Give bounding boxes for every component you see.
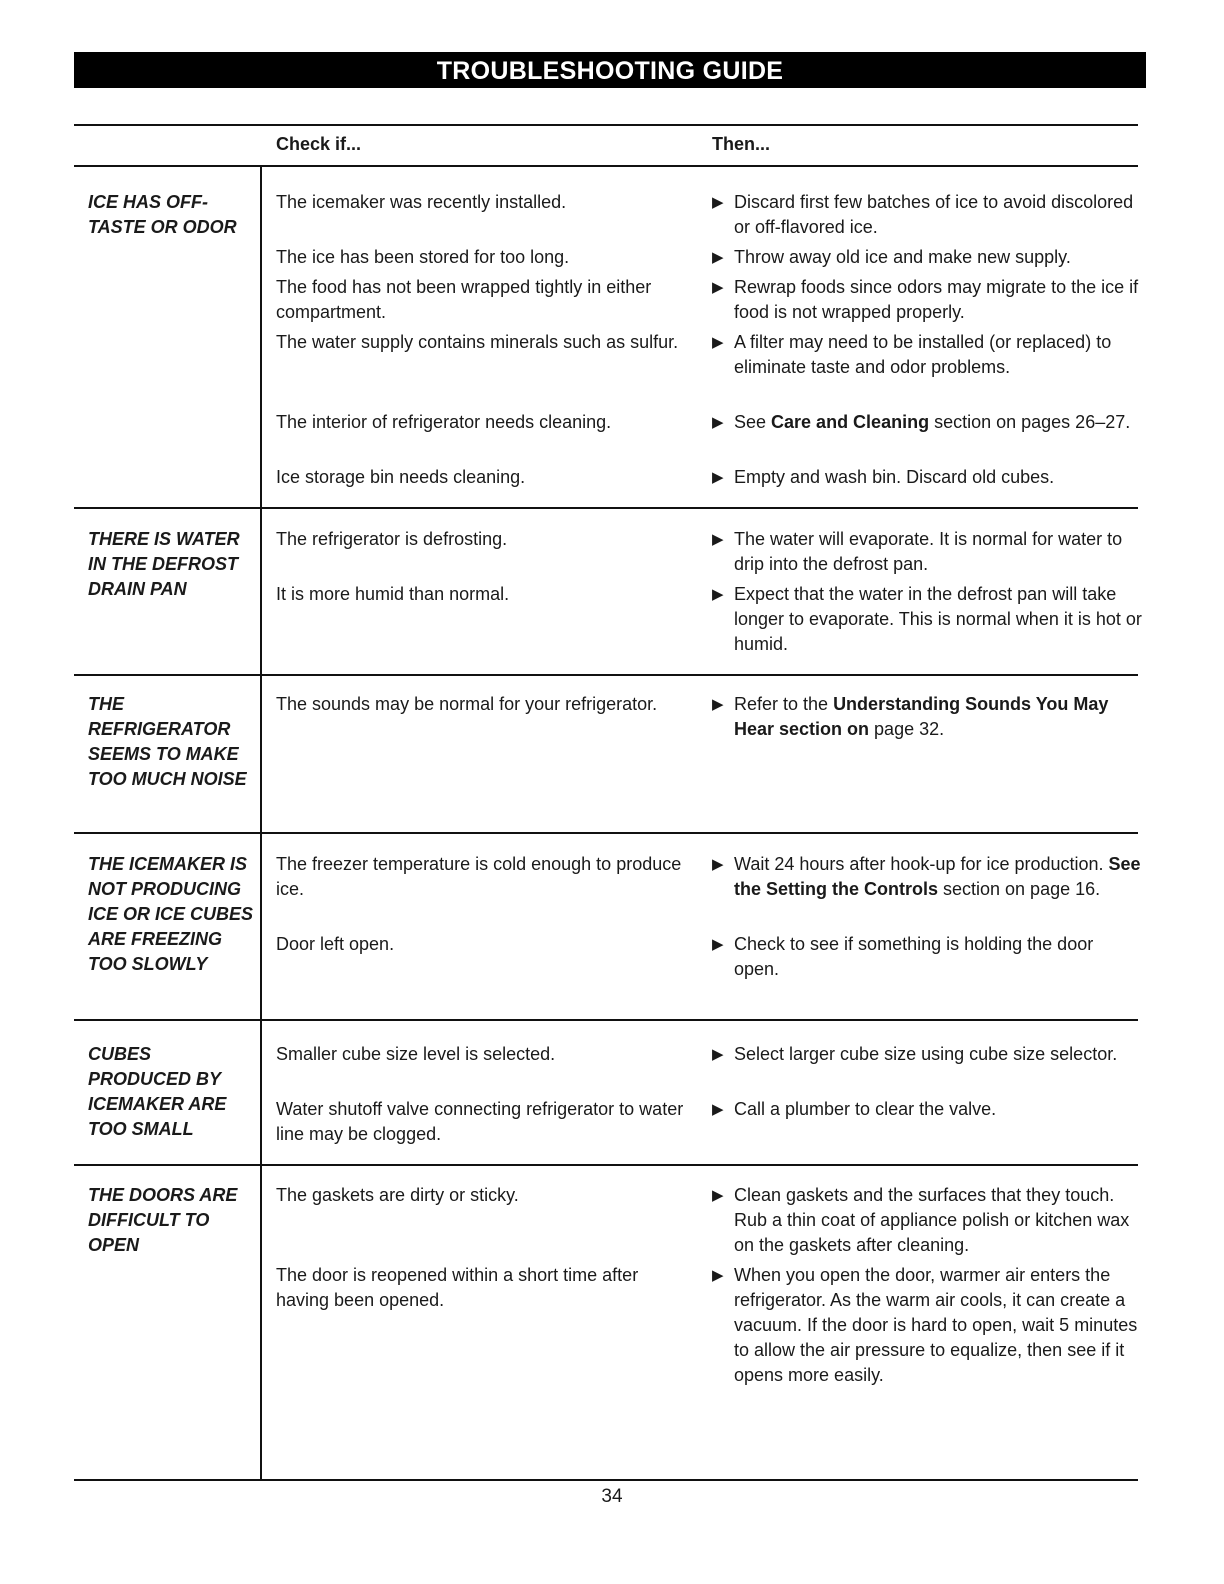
top-rule bbox=[74, 124, 1138, 126]
check-item: The interior of refrigerator needs cleaning. bbox=[276, 412, 612, 432]
check-item: The freezer temperature is cold enough to produce ice. bbox=[276, 854, 682, 899]
page-title: TROUBLESHOOTING GUIDE bbox=[74, 52, 1146, 88]
then-item: ▶ Refer to the Understanding Sounds You May Hear section on page 32. bbox=[712, 694, 1109, 739]
bullet-arrow-icon: ▶ bbox=[712, 1046, 724, 1063]
then-item: ▶ A filter may need to be installed (or replaced) to eliminate taste and odor problems. bbox=[712, 332, 1112, 377]
bullet-arrow-icon: ▶ bbox=[712, 586, 724, 603]
section-title: THE REFRIGERATOR SEEMS TO MAKE TOO MUCH NOISE bbox=[88, 694, 247, 789]
check-item: The ice has been stored for too long. bbox=[276, 247, 570, 267]
then-item: ▶ The water will evaporate. It is normal for water to drip into the defrost pan. bbox=[712, 529, 1123, 574]
bullet-arrow-icon: ▶ bbox=[712, 856, 724, 873]
column-divider bbox=[260, 167, 262, 1481]
section-title: ICE HAS OFF-TASTE OR ODOR bbox=[88, 192, 237, 237]
then-item: ▶ Select larger cube size using cube size selector. bbox=[712, 1042, 1142, 1067]
then-item: ▶ When you open the door, warmer air enters the refrigerator. As the warm air cools, it can create a vacuum. If the door is hard to open, wait 5 minutes to allow the air pressure to equalize, then see if it opens more easily. bbox=[712, 1265, 1138, 1385]
check-item: The food has not been wrapped tightly in either compartment. bbox=[276, 277, 652, 322]
bullet-arrow-icon: ▶ bbox=[712, 531, 724, 548]
check-item: Smaller cube size level is selected. bbox=[276, 1044, 556, 1064]
bullet-arrow-icon: ▶ bbox=[712, 279, 724, 296]
check-item: Water shutoff valve connecting refrigerator to water line may be clogged. bbox=[276, 1099, 684, 1144]
bullet-arrow-icon: ▶ bbox=[712, 1187, 724, 1204]
section-divider bbox=[74, 1019, 1138, 1021]
section-title: THERE IS WATER IN THE DEFROST DRAIN PAN bbox=[88, 529, 240, 599]
check-item: The icemaker was recently installed. bbox=[276, 192, 567, 212]
then-item: ▶ Expect that the water in the defrost pan will take longer to evaporate. This is normal when it is hot or humid. bbox=[712, 584, 1142, 654]
column-header-check: Check if... bbox=[276, 134, 362, 154]
then-item: ▶ Call a plumber to clear the valve. bbox=[712, 1097, 1142, 1122]
bullet-arrow-icon: ▶ bbox=[712, 249, 724, 266]
bullet-arrow-icon: ▶ bbox=[712, 334, 724, 351]
check-item: Ice storage bin needs cleaning. bbox=[276, 467, 526, 487]
then-item: ▶ Rewrap foods since odors may migrate to the ice if food is not wrapped properly. bbox=[712, 277, 1139, 322]
check-item: The sounds may be normal for your refrigerator. bbox=[276, 694, 658, 714]
check-item: Door left open. bbox=[276, 934, 395, 954]
bullet-arrow-icon: ▶ bbox=[712, 936, 724, 953]
check-item: It is more humid than normal. bbox=[276, 584, 510, 604]
bullet-arrow-icon: ▶ bbox=[712, 469, 724, 486]
bullet-arrow-icon: ▶ bbox=[712, 1101, 724, 1118]
section-divider bbox=[74, 1164, 1138, 1166]
page-number: 34 bbox=[601, 1486, 623, 1507]
check-item: The gaskets are dirty or sticky. bbox=[276, 1185, 519, 1205]
check-item: The refrigerator is defrosting. bbox=[276, 529, 508, 549]
bullet-arrow-icon: ▶ bbox=[712, 696, 724, 713]
check-item: The water supply contains minerals such as sulfur. bbox=[276, 332, 679, 352]
section-divider bbox=[74, 674, 1138, 676]
column-header-then: Then... bbox=[712, 134, 770, 154]
section-divider bbox=[74, 507, 1138, 509]
then-item: ▶ Discard first few batches of ice to avoid discolored or off-flavored ice. bbox=[712, 192, 1134, 237]
header-rule bbox=[74, 165, 1138, 167]
then-item: ▶ Throw away old ice and make new supply. bbox=[712, 245, 1142, 270]
bottom-rule bbox=[74, 1479, 1138, 1481]
bullet-arrow-icon: ▶ bbox=[712, 194, 724, 211]
then-item: ▶ Clean gaskets and the surfaces that they touch. Rub a thin coat of appliance polish or kitchen wax on the gaskets after cleaning. bbox=[712, 1185, 1130, 1255]
bullet-arrow-icon: ▶ bbox=[712, 1267, 724, 1284]
section-title: CUBES PRODUCED BY ICEMAKER ARE TOO SMALL bbox=[88, 1044, 227, 1139]
section-title: THE DOORS ARE DIFFICULT TO OPEN bbox=[88, 1185, 238, 1255]
then-item: ▶ Check to see if something is holding the door open. bbox=[712, 934, 1094, 979]
section-divider bbox=[74, 832, 1138, 834]
bullet-arrow-icon: ▶ bbox=[712, 414, 724, 431]
check-item: The door is reopened within a short time after having been opened. bbox=[276, 1265, 639, 1310]
then-item: ▶ See Care and Cleaning section on pages 26–27. bbox=[712, 410, 1142, 435]
then-item: ▶ Wait 24 hours after hook-up for ice production. See the Setting the Controls section on page 16. bbox=[712, 854, 1141, 899]
then-item: ▶ Empty and wash bin. Discard old cubes. bbox=[712, 465, 1142, 490]
section-title: THE ICEMAKER IS NOT PRODUCING ICE OR ICE CUBES ARE FREEZING TOO SLOWLY bbox=[88, 854, 254, 974]
